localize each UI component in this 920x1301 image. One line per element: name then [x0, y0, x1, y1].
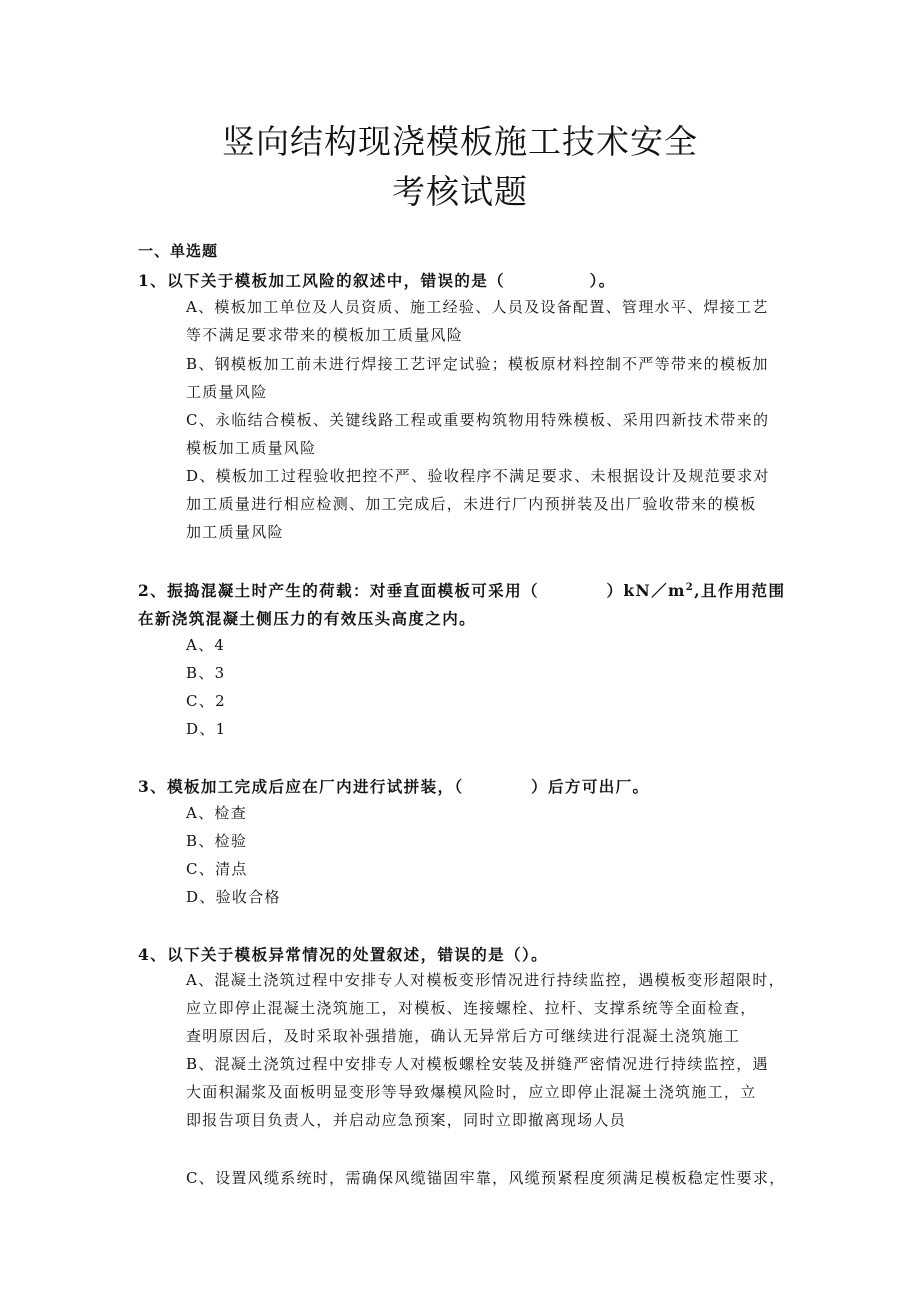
question-2-option-c: C、2	[186, 692, 226, 710]
document-title: 竖向结构现浇模板施工技术安全	[222, 122, 698, 161]
document-subtitle: 考核试题	[392, 172, 528, 211]
question-3-option-a: A、检查	[186, 804, 248, 822]
question-1-option-b: B、钢模板加工前未进行焊接工艺评定试验；模板原材料控制不严等带来的模板加 工质量风险	[186, 355, 769, 401]
question-1-option-a: A、模板加工单位及人员资质、施工经验、人员及设备配置、管理水平、焊接工艺 等不满足要求带来的模板加工质量风险	[186, 298, 769, 344]
question-2-option-a: A、4	[186, 636, 226, 654]
question-1-option-c: C、永临结合模板、关键线路工程或重要构筑物用特殊模板、采用四新技术带来的 模板加工质量风险	[186, 411, 770, 457]
question-3-option-c: C、清点	[186, 860, 248, 878]
question-4-option-a: A、混凝土浇筑过程中安排专人对模板变形情况进行持续监控，遇模板变形超限时， 应立即停止混凝土浇筑施工，对模板、连接螺栓、拉杆、支撑系统等全面检查， 查明原因后，及时采取补强措施，确认无异常后方可继续进行混凝土浇筑施工	[186, 971, 785, 1045]
question-3-stem: 3、模板加工完成后应在厂内进行试拼装，（ ）后方可出厂。	[138, 777, 650, 796]
question-1-stem: 1、以下关于模板加工风险的叙述中，错误的是（ ）。	[138, 271, 616, 290]
question-4-option-b: B、混凝土浇筑过程中安排专人对模板螺栓安装及拼缝严密情况进行持续监控，遇 大面积漏浆及面板明显变形等导致爆模风险时，应立即停止混凝土浇筑施工，立 即报告项目负责人，并启动应急预案，同时立即撤离现场人员	[186, 1055, 769, 1129]
question-2-stem-continued: 在新浇筑混凝土侧压力的有效压头高度之内。	[138, 609, 477, 628]
section-heading: 一、单选题	[138, 242, 219, 260]
question-2-stem: 2、振捣混凝土时产生的荷载：对垂直面模板可采用（ ）$kN/m^2$,且作用范围	[138, 581, 786, 600]
question-3-option-b: B、检验	[186, 832, 248, 850]
question-1-option-d: D、模板加工过程验收把控不严、验收程序不满足要求、未根据设计及规范要求对 加工质量进行相应检测、加工完成后，未进行厂内预拼装及出厂验收带来的模板 加工质量风险	[186, 467, 770, 541]
question-2-options	[186, 631, 786, 743]
question-3-option-d: D、验收合格	[186, 888, 281, 906]
question-2-option-b: B、3	[186, 664, 226, 682]
question-2-option-d: D、1	[186, 720, 227, 738]
question-4-option-c: C、设置风缆系统时，需确保风缆锚固牢靠，风缆预紧程度须满足模板稳定性要求，	[186, 1169, 786, 1187]
question-4-stem: 4、以下关于模板异常情况的处置叙述，错误的是（）。	[138, 945, 549, 964]
question-3-options	[186, 799, 786, 911]
